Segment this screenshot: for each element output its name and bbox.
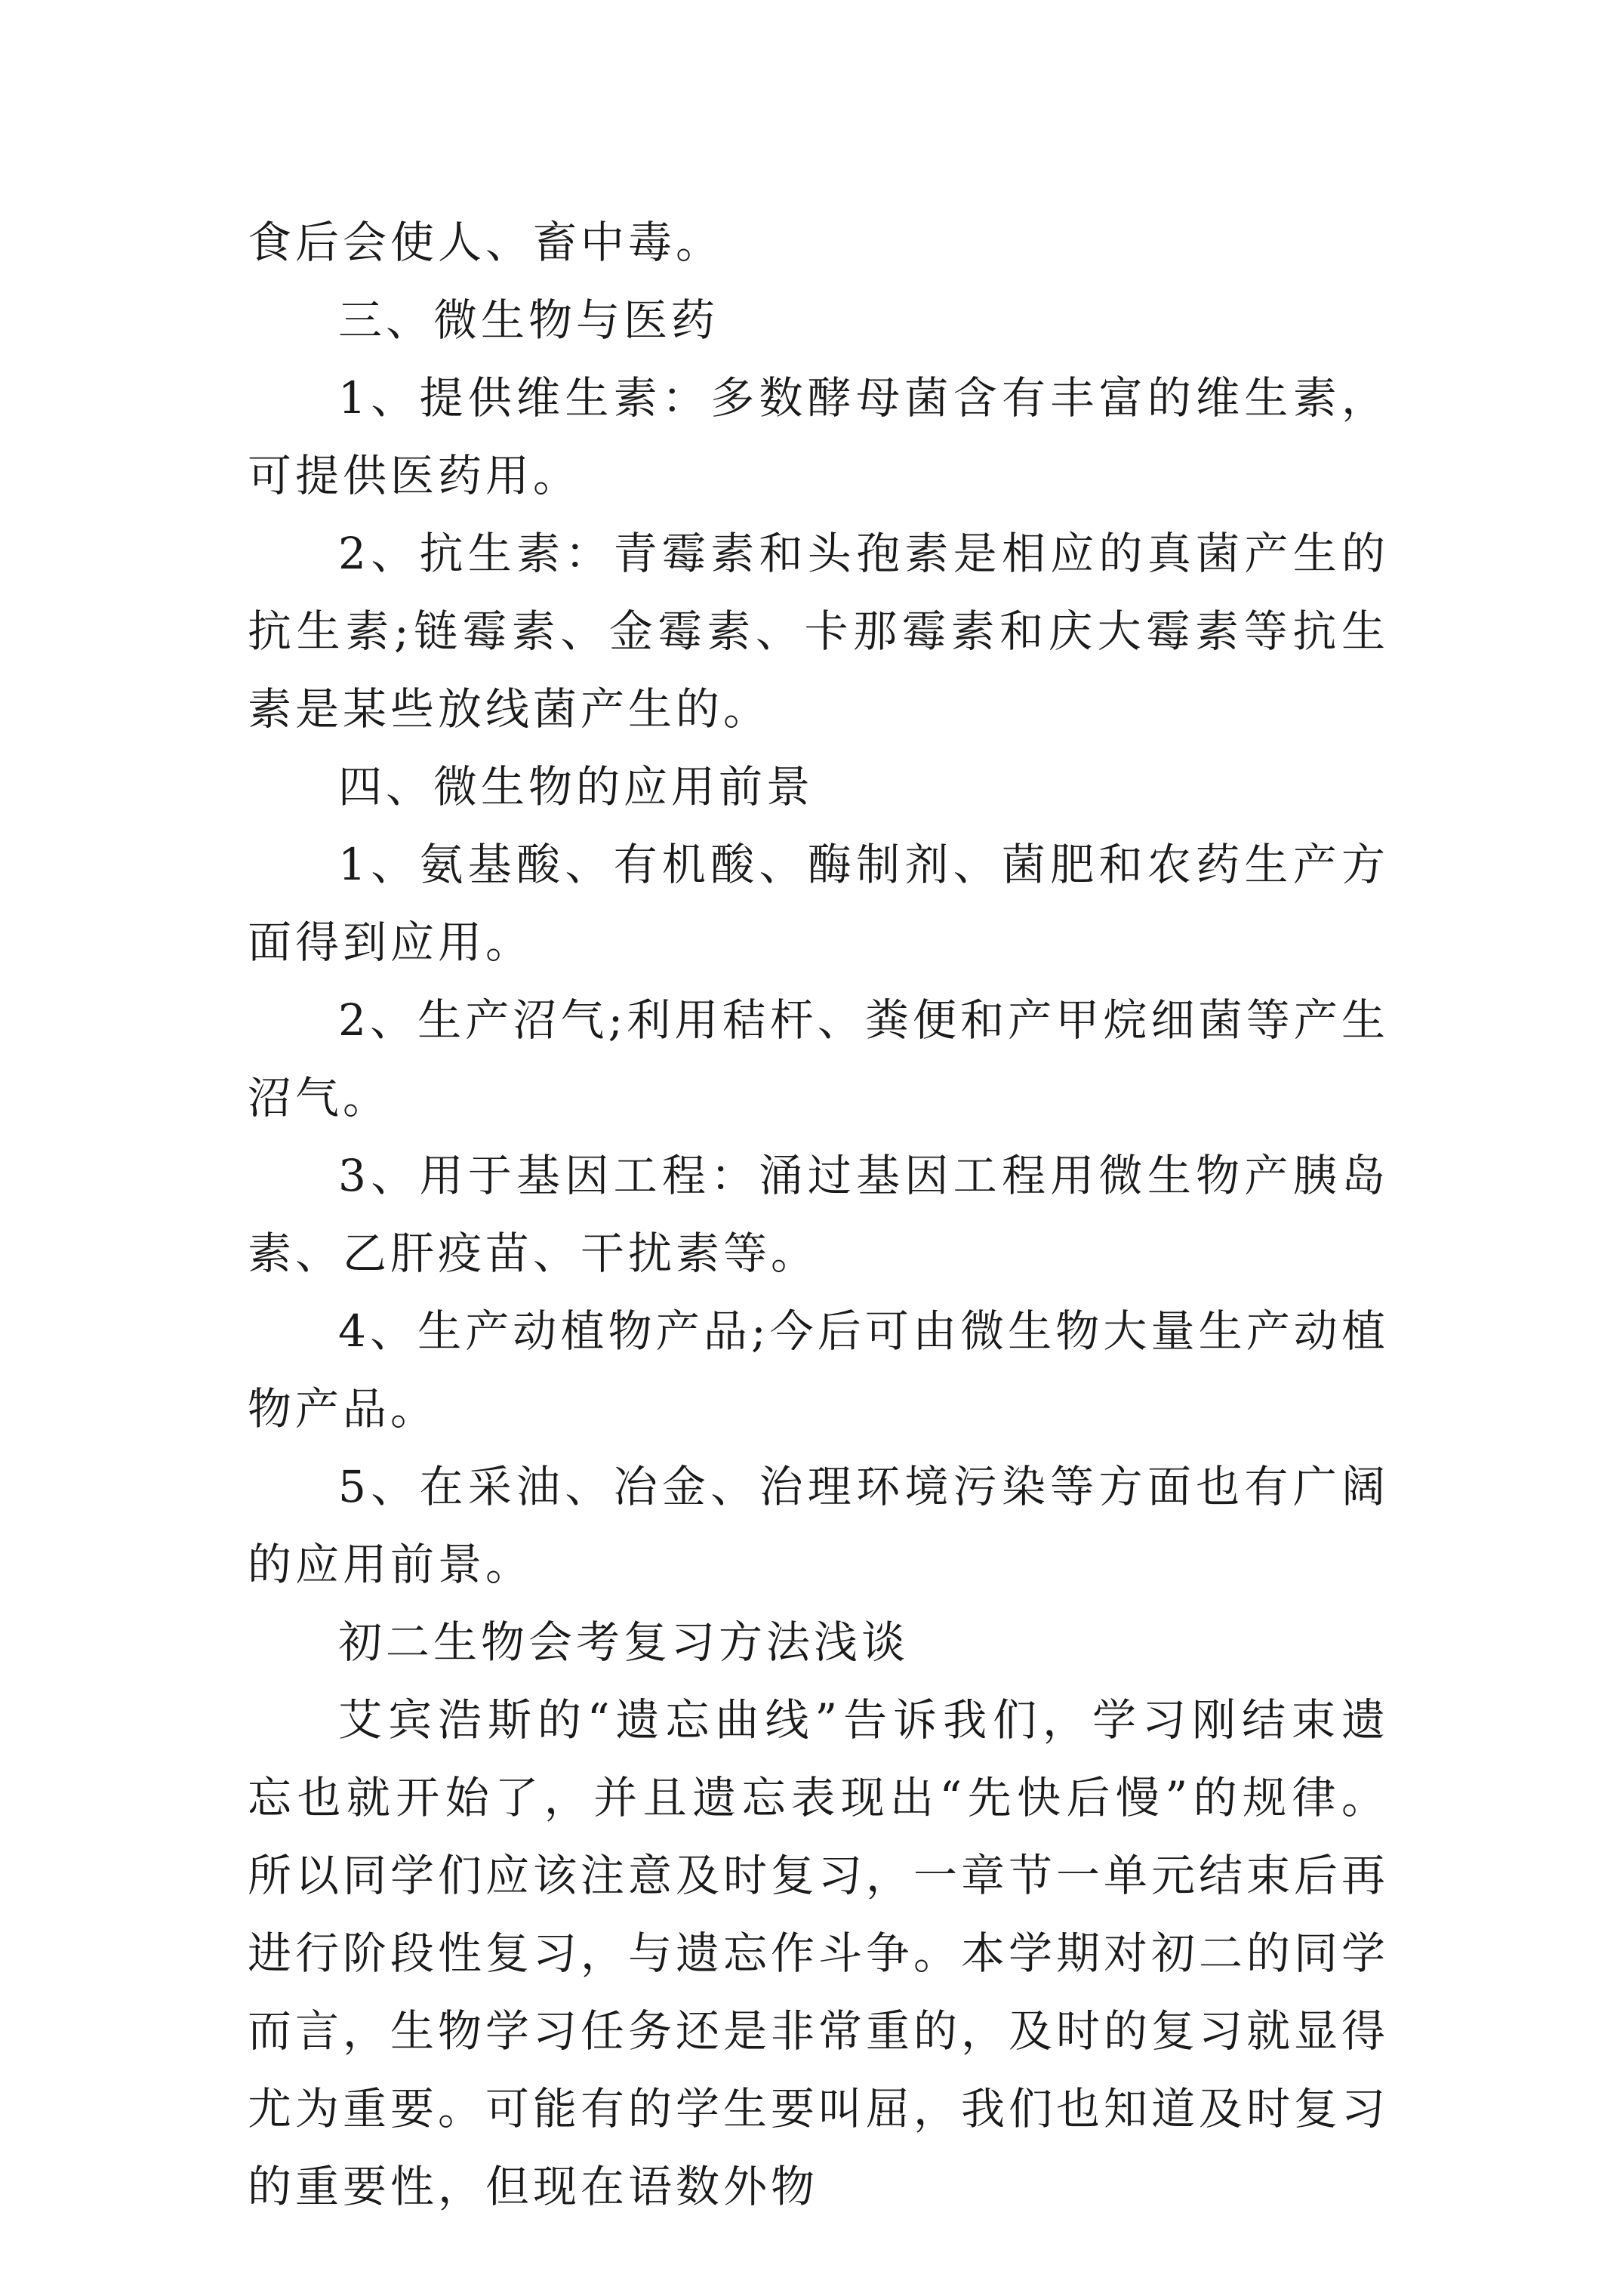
section-heading-prospects: 四、微生物的应用前景 [338, 761, 815, 812]
document-body [248, 204, 1389, 2226]
paragraph-genetic-engineering: 3、用于基因工程：涌过基因工程用微生物产胰岛素、乙肝疫苗、干扰素等。 [248, 1150, 1389, 1279]
paragraph-antibiotics: 2、抗生素：青霉素和头孢素是相应的真菌产生的抗生素;链霉素、金霉素、卡那霉素和庆大霉素等抗生素是某些放线菌产生的。 [248, 528, 1389, 735]
section-heading-medicine: 三、微生物与医药 [338, 294, 719, 346]
paragraph-oil-metallurgy: 5、在采油、冶金、治理环境污染等方面也有广阔的应用前景。 [248, 1461, 1389, 1590]
paragraph-amino-acids: 1、氨基酸、有机酸、酶制剂、菌肥和农药生产方面得到应用。 [248, 839, 1389, 968]
paragraph-continuation: 食后会使人、畜中毒。 [248, 217, 724, 268]
paragraph-forgetting-curve: 艾宾浩斯的“遗忘曲线”告诉我们，学习刚结束遗忘也就开始了，并且遗忘表现出“先快后慢”的规律。所以同学们应该注意及时复习，一章节一单元结束后再进行阶段性复习，与遗忘作斗争。本学期对初二的同学而言，生物学习任务还是非常重的，及时的复习就显得尤为重要。可能有的学生要叫屈，我们也知道及时复习的重要性，但现在语数外物 [248, 1694, 1390, 2212]
paragraph-animal-plant-products: 4、生产动植物产品;今后可由微生物大量生产动植物产品。 [248, 1305, 1389, 1435]
article-title: 初二生物会考复习方法浅谈 [338, 1616, 910, 1668]
paragraph-vitamins: 1、提供维生素：多数酵母菌含有丰富的维生素，可提供医药用。 [248, 372, 1389, 501]
paragraph-biogas: 2、生产沼气;利用秸杆、粪便和产甲烷细菌等产生沼气。 [248, 994, 1389, 1123]
